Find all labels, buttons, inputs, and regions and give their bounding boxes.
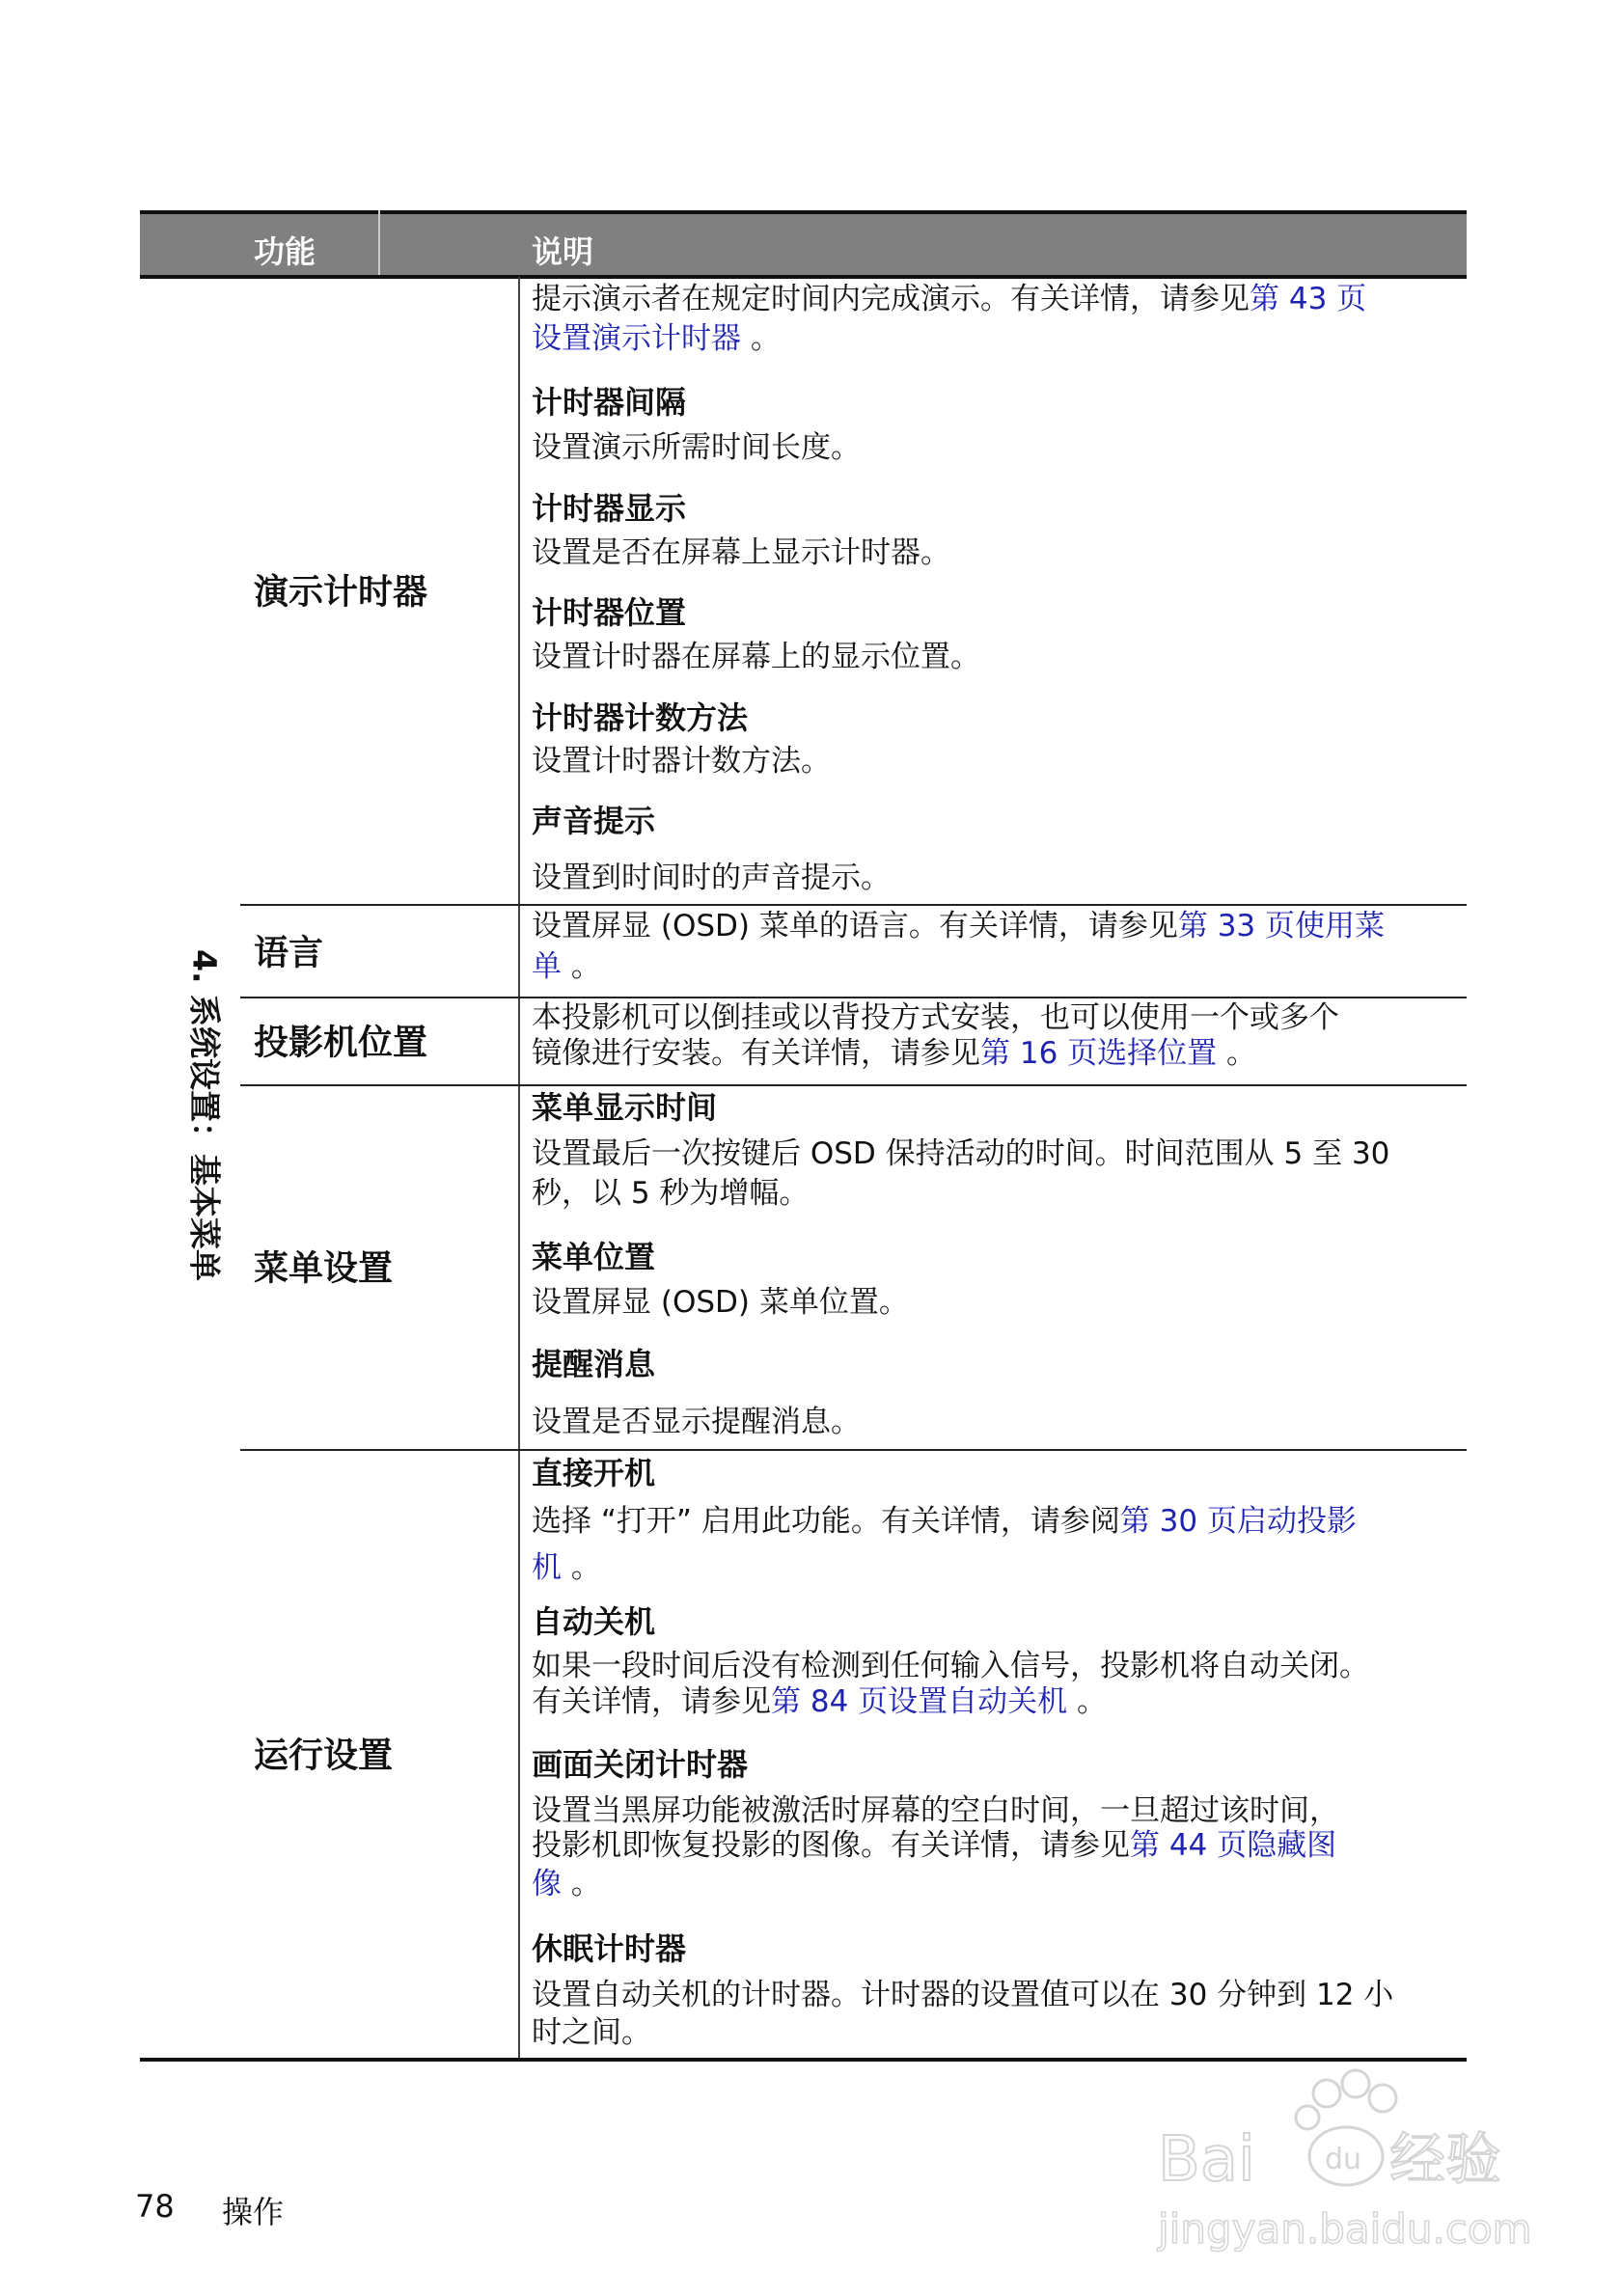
page-reference-link[interactable]: 单 [532,948,562,984]
page-number: 78 [135,2188,175,2225]
setting-heading [532,1602,655,1641]
header-function: 功能 [254,233,316,270]
text-segment: 如果一段时间后没有检测到任何输入信号，投影机将自动关闭。 [532,1649,1369,1684]
description-line [532,428,861,467]
text-segment: 设置是否显示提醒消息。 [532,1404,861,1439]
row-divider [240,1449,1467,1451]
setting-heading [532,383,686,422]
header-bottom-rule [140,275,1467,279]
page-reference-link[interactable]: 第 30 页启动投影 [1119,1504,1357,1540]
text-segment: 设置计时器在屏幕上的显示位置。 [532,640,980,675]
description-line [532,1647,1369,1685]
description-line [532,998,1339,1037]
description-line [532,742,831,780]
text-segment: 休眠计时器 [532,1930,687,1968]
description-line [532,907,1385,945]
text-segment: 时之间。 [532,2015,651,2051]
text-segment: 直接开机 [532,1455,656,1491]
text-segment: 提示演示者在规定时间内完成演示。有关详情，请参见 [532,281,1250,316]
description-line [532,1502,1357,1541]
svg-text:Bai: Bai [1158,2124,1255,2196]
page-reference-link[interactable]: 第 43 页 [1250,281,1367,316]
chapter-side-label: 4. 系统设置：基本菜单 [185,949,224,1281]
text-segment: 声音提示 [532,802,656,839]
text-segment: 设置到时间时的声音提示。 [532,861,891,896]
column-divider [518,277,520,2060]
text-segment: 。 [1067,1683,1108,1719]
text-segment: 镜像进行安装。有关详情，请参见 [532,1035,980,1071]
description-line [532,1403,861,1441]
description-line [532,280,1366,318]
page-reference-link[interactable]: 第 44 页隐藏图 [1130,1828,1337,1864]
feature-label-projector-position: 投影机位置 [254,1023,428,1063]
setting-heading [532,802,655,840]
text-segment: 设置屏显 (OSD) 菜单的语言。有关详情，请参见 [532,909,1178,944]
description-line [532,947,601,986]
description-line [532,1174,809,1213]
svg-text:jingyan.baidu.com: jingyan.baidu.com [1158,2205,1532,2253]
description-line [532,533,950,572]
setting-heading [532,1745,748,1784]
svg-text:经验: 经验 [1389,2126,1502,2192]
description-line [532,1791,1339,1830]
text-segment: 菜单位置 [532,1238,656,1275]
description-line [532,1134,1389,1173]
baidu-watermark-logo [1153,2064,1539,2257]
text-segment: 计时器位置 [532,594,687,632]
description-line [532,859,891,897]
description-line [532,1682,1107,1721]
text-segment: 提醒消息 [532,1346,656,1382]
text-segment: 秒，以 5 秒为增幅。 [532,1175,810,1211]
setting-heading [532,1345,655,1383]
description-line [532,1976,1393,2014]
text-segment: 有关详情，请参见 [532,1683,771,1719]
feature-label-presentation-timer: 演示计时器 [254,572,428,613]
text-segment: 。 [741,321,781,357]
text-segment: 画面关闭计时器 [532,1746,749,1784]
description-line [532,319,781,358]
setting-heading [532,1238,655,1276]
text-segment: 设置演示所需时间长度。 [532,430,861,466]
row-divider [240,1084,1467,1086]
setting-heading [532,489,686,528]
setting-heading [532,1929,686,1968]
description-line [532,1283,909,1322]
text-segment: 选择 “打开” 启用此功能。有关详情，请参阅 [532,1504,1120,1540]
feature-label-language: 语言 [254,933,324,973]
text-segment: 。 [1217,1035,1257,1071]
description-line [532,638,980,676]
table-header [140,210,1467,277]
header-divider [378,210,380,277]
page-reference-link[interactable]: 第 84 页设置自动关机 [771,1683,1068,1719]
text-segment: 本投影机可以倒挂或以背投方式安装，也可以使用一个或多个 [532,1000,1339,1036]
page-reference-link[interactable]: 像 [532,1867,562,1902]
text-segment: 。 [562,1549,601,1585]
text-segment: 设置自动关机的计时器。计时器的设置值可以在 30 分钟到 12 小 [532,1977,1394,2012]
setting-heading [532,1088,717,1127]
text-segment: 设置当黑屏功能被激活时屏幕的空白时间，一旦超过该时间， [532,1792,1339,1828]
text-segment: 计时器计数方法 [532,698,749,736]
text-segment: 设置最后一次按键后 OSD 保持活动的时间。时间范围从 5 至 30 [532,1135,1390,1171]
text-segment: 设置是否在屏幕上显示计时器。 [532,534,950,570]
page-reference-link[interactable]: 设置演示计时器 [532,321,741,357]
text-segment: 。 [562,1867,601,1902]
text-segment: 自动关机 [532,1603,656,1641]
feature-label-operation-settings: 运行设置 [254,1736,394,1776]
text-segment: 设置屏显 (OSD) 菜单位置。 [532,1284,909,1320]
description-line [532,2013,651,2052]
setting-heading [532,593,686,632]
table-bottom-rule [140,2058,1467,2062]
text-segment: 计时器间隔 [532,383,687,421]
text-segment: 投影机即恢复投影的图像。有关详情，请参见 [532,1828,1130,1864]
description-line [532,1034,1256,1073]
header-description: 说明 [532,233,594,270]
footer-section: 操作 [222,2194,285,2230]
setting-heading [532,1454,655,1492]
text-segment: 设置计时器计数方法。 [532,744,831,779]
description-line [532,1826,1336,1865]
description-line [532,1548,601,1587]
setting-heading [532,698,748,737]
feature-label-menu-settings: 菜单设置 [254,1248,394,1289]
text-segment: 。 [562,948,601,984]
text-segment: 菜单显示时间 [532,1089,718,1127]
description-line [532,1865,601,1903]
svg-text:du: du [1325,2143,1362,2176]
page-reference-link[interactable]: 第 16 页选择位置 [980,1035,1218,1071]
page-reference-link[interactable]: 第 33 页使用菜 [1177,909,1385,944]
row-divider [240,904,1467,906]
text-segment: 计时器显示 [532,489,687,527]
page-reference-link[interactable]: 机 [532,1549,562,1585]
